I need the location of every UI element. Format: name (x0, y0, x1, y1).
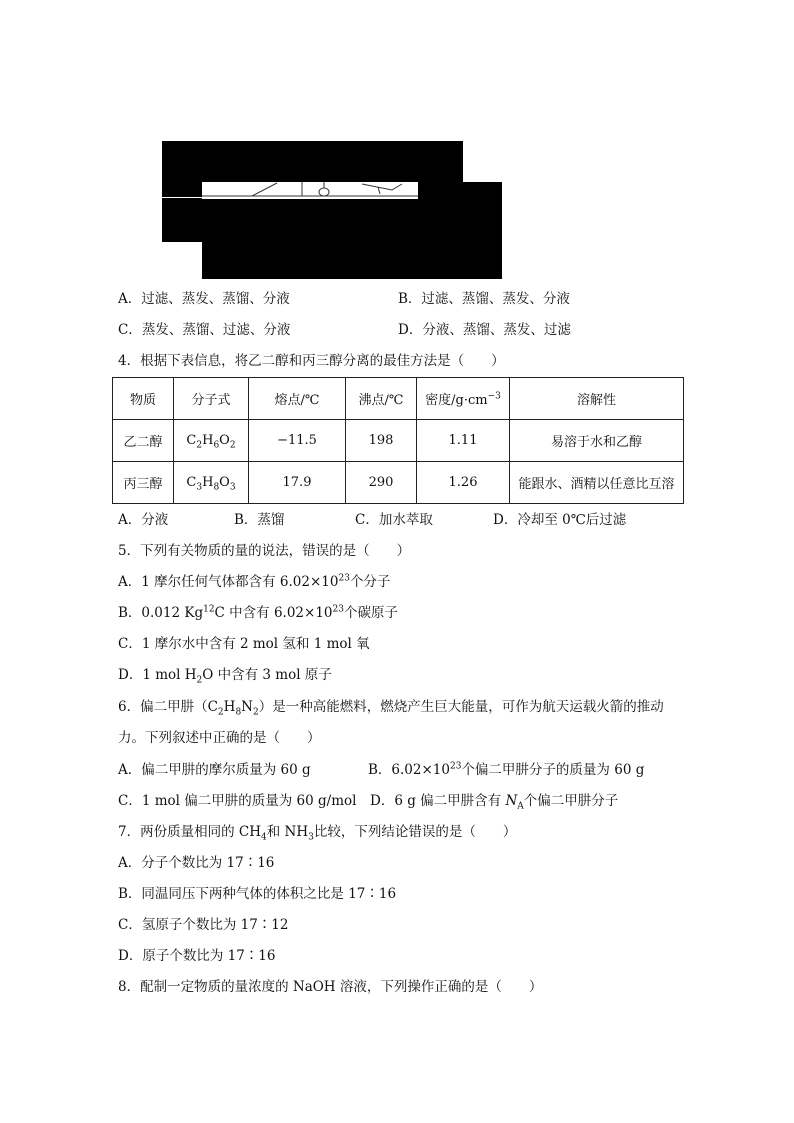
cell-formula: $C_3H_8O_3$ (174, 462, 249, 504)
q5-option-a: A．1 摩尔任何气体都含有 $6.02\times 10^{23}$个分子 (118, 573, 391, 590)
figure-block-left (162, 182, 202, 242)
cell-solubility: 能跟水、酒精以任意比互溶 (510, 462, 684, 504)
q6-option-c: C．1 mol 偏二甲肼的质量为 60 g/mol (118, 793, 357, 809)
q6-option-a: A．偏二甲肼的摩尔质量为 60 g (118, 762, 311, 778)
cell-bp: 290 (346, 462, 417, 504)
q4-option-d: D．冷却至 0℃后过滤 (493, 512, 627, 528)
cell-solubility: 易溶于水和乙醇 (510, 420, 684, 462)
q3-option-a: A．过滤、蒸发、蒸馏、分液 (118, 291, 290, 307)
table-header-row (113, 378, 684, 420)
cell-mp: 17.9 (249, 462, 346, 504)
cell-name: 乙二醇 (113, 420, 174, 462)
cell-density: 1.26 (417, 462, 510, 504)
cell-name: 丙三醇 (113, 462, 174, 504)
figure-gap-line (162, 197, 202, 198)
glassware-sketch (202, 182, 418, 199)
q6-stem-line1: 6．偏二甲肼$(C_2H_8N_2)$是一种高能燃料，燃烧产生巨大能量，可作为航天运载火箭的推动 (118, 699, 664, 718)
q6-stem-line2: 力。下列叙述中正确的是（ ） (118, 730, 321, 746)
cell-density: 1.11 (417, 420, 510, 462)
properties-table (112, 377, 684, 504)
q7-option-d: D．原子个数比为 17∶16 (118, 948, 276, 964)
table-row (113, 420, 684, 462)
q3-option-d: D．分液、蒸馏、蒸发、过滤 (398, 322, 571, 338)
q4-option-b: B．蒸馏 (234, 512, 285, 528)
q3-option-b: B．过滤、蒸馏、蒸发、分液 (398, 291, 570, 307)
q4-option-a: A．分液 (118, 512, 169, 528)
cell-formula: $C_2H_6O_2$ (174, 420, 249, 462)
q6-option-d: D．6 g 偏二甲肼含有 $N_A$个偏二甲肼分子 (370, 793, 619, 812)
q7-stem: 7．两份质量相同的 $CH_4$和 $NH_3$比较，下列结论错误的是（ ） (118, 824, 517, 843)
q8-stem: 8．配制一定物质的量浓度的 NaOH 溶液，下列操作正确的是（ ） (118, 979, 543, 995)
q5-stem: 5．下列有关物质的量的说法，错误的是（ ） (118, 543, 411, 559)
q5-option-c: C．1 摩尔水中含有 2 mol 氢和 1 mol 氧 (118, 636, 370, 652)
q5-option-d: D．1 mol $H_2O$ 中含有 3 mol 原子 (118, 667, 332, 686)
q7-option-c: C．氢原子个数比为 17∶12 (118, 917, 289, 933)
q4-option-c: C．加水萃取 (355, 512, 433, 528)
q3-option-c: C．蒸发、蒸馏、过滤、分液 (118, 322, 291, 338)
th-formula: 分子式 (174, 378, 249, 420)
figure-block-top (162, 141, 463, 183)
table-row (113, 462, 684, 504)
q4-stem: 4．根据下表信息，将乙二醇和丙三醇分离的最佳方法是（ ） (118, 353, 505, 369)
th-solubility: 溶解性 (510, 378, 684, 420)
th-density: 密度$/g\cdot cm^{-3}$ (417, 378, 510, 420)
q6-option-b: B．$6.02\times 10^{23}$个偏二甲肼分子的质量为 60 g (368, 761, 645, 778)
q5-option-b: B．0.012 Kg$^{12}$C 中含有 $6.02\times 10^{23}$个碳原子 (118, 604, 398, 621)
th-substance: 物质 (113, 378, 174, 420)
q7-option-a: A．分子个数比为 17∶16 (118, 855, 275, 871)
th-boiling-point: 沸点/℃ (346, 378, 417, 420)
figure-block-right (418, 182, 502, 200)
cell-mp: −11.5 (249, 420, 346, 462)
q7-option-b: B．同温同压下两种气体的体积之比是 17∶16 (118, 886, 397, 902)
cell-bp: 198 (346, 420, 417, 462)
th-melting-point: 熔点/℃ (249, 378, 346, 420)
